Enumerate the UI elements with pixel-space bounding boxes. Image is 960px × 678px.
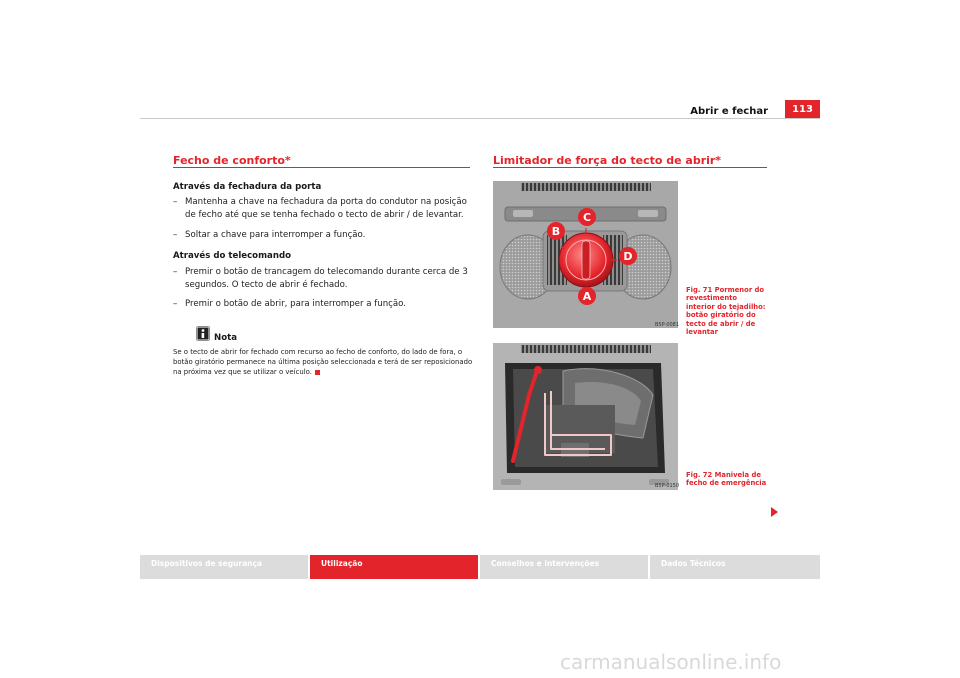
list-item: – Soltar a chave para interromper a função. [173, 230, 366, 240]
figure-rotary-knob [493, 181, 678, 328]
list-item: – Premir o botão de abrir, para interromper a função. [173, 299, 406, 309]
figure-label: C [582, 211, 592, 224]
figure-label: A [582, 290, 592, 303]
watermark: carmanualsonline.info [560, 650, 782, 674]
section-rule [173, 167, 470, 168]
figure-caption-71: Fig. 71 Pormenor do revestimento interior do tejadilho: botão giratório do tecto de abrir / de levantar [686, 286, 766, 337]
tab-operation[interactable]: Utilização [310, 555, 478, 579]
list-item: – Premir o botão de trancagem do telecomando durante cerca de 3 segundos. O tecto de abrir é fechado. [173, 267, 468, 290]
chapter-title: Abrir e fechar [690, 106, 768, 117]
figure-caption-72: Fig. 72 Manivela de fecho de emergência [686, 471, 767, 488]
figure-label: B [551, 225, 561, 238]
note-label: Nota [214, 333, 238, 343]
subheading-door-lock: Através da fechadura da porta [173, 182, 322, 192]
page-number: 113 [785, 100, 820, 118]
section-rule [493, 167, 767, 168]
section-title-force-limiter: Limitador de força do tecto de abrir* [493, 154, 722, 167]
section-end-mark [315, 370, 320, 375]
figure-emergency-crank [493, 343, 678, 490]
list-item: – Mantenha a chave na fechadura da porta do condutor na posição de fecho até que se tenha fechado o tecto de abrir / de levantar. [173, 197, 467, 220]
subheading-remote-control: Através do telecomando [173, 251, 292, 261]
header-rule [140, 118, 820, 119]
figure-label: D [623, 250, 633, 263]
tab-technical-data[interactable]: Dados Técnicos [650, 555, 820, 579]
figure-code: B5P-0150 [655, 483, 680, 489]
next-page-arrow-icon[interactable] [771, 507, 778, 517]
note-text: Se o tecto de abrir for fechado com recurso ao fecho de conforto, do lado de fora, o botão giratório permanece na última posição seleccionada e terá de ser reposicionado na próxima vez que se utilizar o veículo. [173, 348, 473, 376]
note-icon [196, 326, 210, 341]
section-title-comfort-closing: Fecho de conforto* [173, 154, 291, 167]
figure-code: B5P-0081 [655, 322, 680, 328]
tab-safety-devices[interactable]: Dispositivos de segurança [140, 555, 308, 579]
tab-tips-maintenance[interactable]: Conselhos e intervenções [480, 555, 648, 579]
